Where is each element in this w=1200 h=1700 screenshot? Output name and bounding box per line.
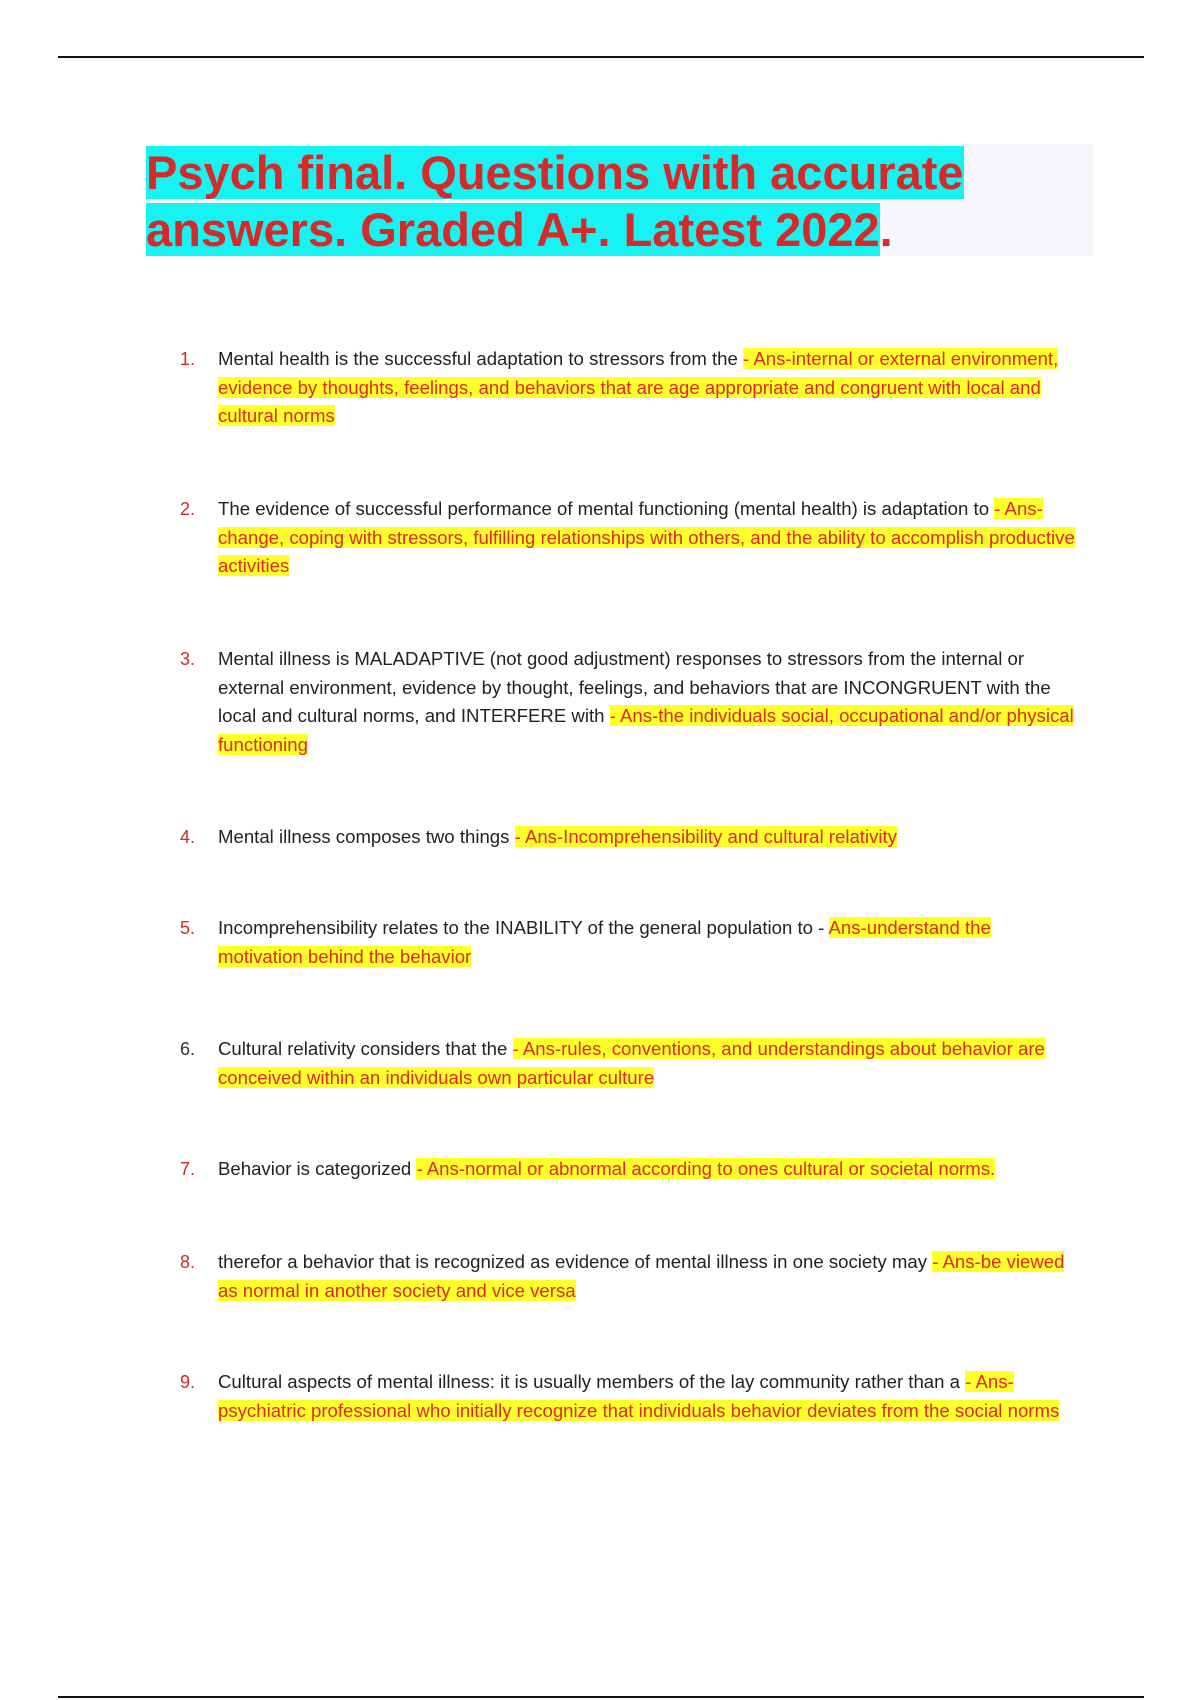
question-item-7 (180, 1155, 1080, 1184)
answer-text: - Ans-psychiatric professional who initially recognize that individuals behavior deviates from the social norms (218, 1371, 1060, 1421)
question-text: Mental illness is MALADAPTIVE (not good adjustment) responses to stressors from the internal or external environment, evidence by thought, feelings, and behaviors that are INCONGRUENT with the local and cultural norms, and INTERFERE with (218, 648, 1051, 726)
question-item-3 (180, 645, 1080, 759)
question-text: Behavior is categorized (218, 1158, 417, 1179)
question-item-2 (180, 495, 1080, 581)
question-item-8 (180, 1248, 1080, 1305)
answer-text: - Ans-internal or external environment, evidence by thoughts, feelings, and behaviors that are age appropriate and congruent with local and cultural norms (218, 348, 1059, 426)
question-number: 7. (180, 1159, 196, 1179)
title-highlight: Psych final. Questions with accurate answers. Graded A+. Latest 2022 (146, 146, 964, 256)
question-body (218, 914, 1080, 971)
answer-text: - Ans-be viewed as normal in another society and vice versa (218, 1251, 1065, 1301)
question-body (218, 645, 1080, 759)
answer-text: - Ans-rules, conventions, and understandings about behavior are conceived within an individuals own particular culture (218, 1038, 1045, 1088)
question-number: 4. (180, 827, 196, 847)
top-rule (58, 56, 1144, 58)
question-body (218, 1035, 1080, 1092)
question-text: Mental health is the successful adaptation to stressors from the (218, 348, 744, 369)
question-body (218, 1248, 1080, 1305)
question-item-6 (180, 1035, 1080, 1092)
title-period: . (879, 203, 893, 256)
question-item-4 (180, 823, 1080, 852)
question-item-1 (180, 345, 1080, 431)
title-block (146, 144, 1094, 256)
question-item-5 (180, 914, 1080, 971)
question-text: Incomprehensibility relates to the INABILITY of the general population to - (218, 917, 829, 938)
question-number: 5. (180, 918, 196, 938)
question-number: 3. (180, 649, 196, 669)
question-number: 2. (180, 499, 196, 519)
answer-text: Ans-understand the motivation behind the behavior (218, 917, 991, 967)
answer-text: - Ans-Incomprehensibility and cultural relativity (514, 826, 897, 847)
question-text: Cultural relativity considers that the (218, 1038, 513, 1059)
question-body (218, 1368, 1080, 1425)
question-body (218, 495, 1080, 581)
answer-text: - Ans-the individuals social, occupational and/or physical functioning (218, 705, 1074, 755)
question-number: 8. (180, 1252, 196, 1272)
question-body (218, 823, 1080, 852)
question-body (218, 345, 1080, 431)
document-title (146, 144, 1094, 258)
question-item-9 (180, 1368, 1080, 1425)
question-text: Cultural aspects of mental illness: it is usually members of the lay community rather than a (218, 1371, 966, 1392)
question-text: The evidence of successful performance of mental functioning (mental health) is adaptation to (218, 498, 995, 519)
bottom-rule (58, 1696, 1144, 1698)
answer-text: - Ans-change, coping with stressors, fulfilling relationships with others, and the ability to accomplish productive activities (218, 498, 1075, 576)
question-text: Mental illness composes two things (218, 826, 515, 847)
question-number: 9. (180, 1372, 196, 1392)
question-text: therefor a behavior that is recognized as evidence of mental illness in one society may (218, 1251, 933, 1272)
answer-text: - Ans-normal or abnormal according to ones cultural or societal norms. (416, 1158, 996, 1179)
question-number: 6. (180, 1039, 196, 1059)
question-number: 1. (180, 349, 196, 369)
question-body (218, 1155, 1080, 1184)
